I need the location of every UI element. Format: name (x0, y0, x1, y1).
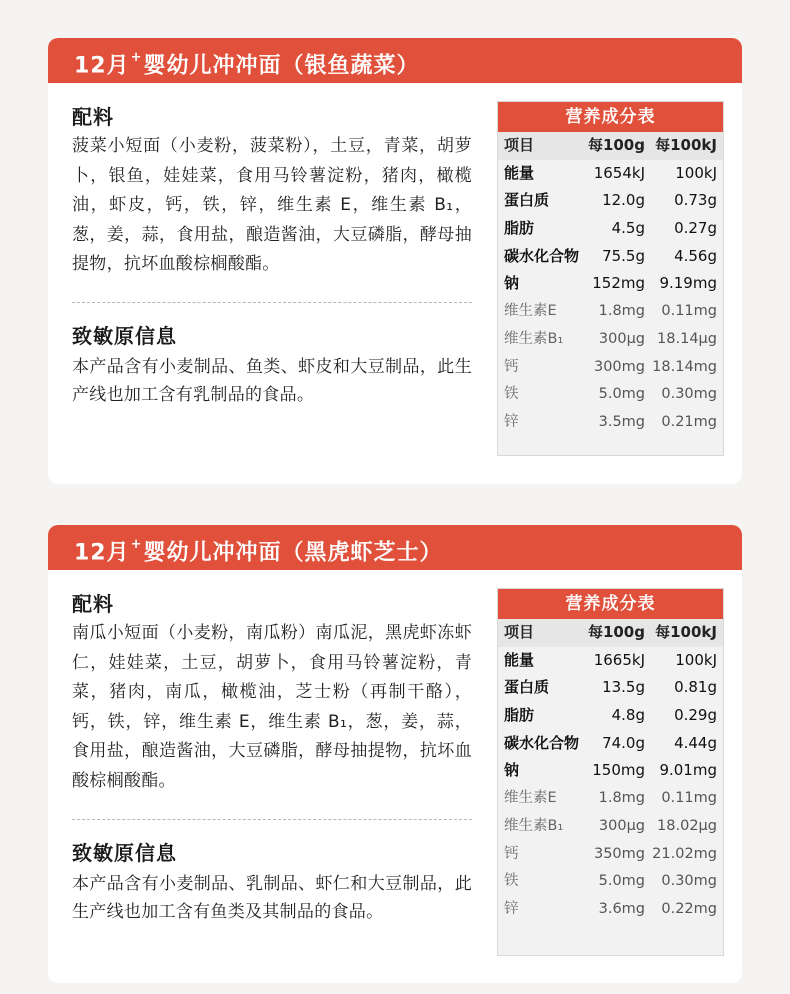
nutrition-header-row (498, 619, 723, 647)
value-per100g: 300μg (598, 817, 645, 834)
value-per100g: 4.8g (611, 706, 645, 725)
value-per100g: 75.5g (602, 246, 645, 265)
title-age: 12月 (74, 540, 130, 566)
value-per100g: 1665kJ (593, 650, 645, 669)
allergen-heading: 致敏原信息 (72, 324, 177, 348)
value-per100g: 12.0g (602, 191, 645, 210)
value-per100kj: 0.73g (674, 191, 717, 210)
value-per100kj: 21.02mg (652, 845, 717, 862)
nutrient-name: 蛋白质 (504, 678, 550, 697)
nutrition-row (498, 868, 723, 896)
value-per100kj: 18.14μg (657, 330, 717, 347)
nutrition-rows (498, 647, 723, 924)
header-per100kj: 每100kJ (655, 623, 717, 641)
value-per100kj: 0.11mg (661, 303, 717, 320)
value-per100g: 350mg (593, 845, 645, 862)
nutrient-name: 蛋白质 (504, 191, 550, 210)
nutrient-name: 铁 (504, 873, 519, 890)
nutrient-name: 维生素B₁ (504, 817, 564, 834)
nutrition-row (498, 702, 723, 730)
value-per100g: 74.0g (602, 733, 645, 752)
header-item: 项目 (504, 623, 535, 641)
nutrient-name: 维生素E (504, 790, 557, 807)
header-per100g: 每100g (587, 623, 645, 641)
nutrient-name: 钠 (504, 274, 520, 293)
ingredients-heading: 配料 (72, 592, 114, 616)
header-per100kj: 每100kJ (655, 136, 717, 154)
allergen-text: 本产品含有小麦制品、鱼类、虾皮和大豆制品，此生产线也加工含有乳制品的食品。 (72, 357, 472, 405)
nutrition-row (498, 896, 723, 924)
product-title (48, 38, 742, 83)
ingredients-panel (72, 104, 472, 409)
nutrient-name: 碳水化合物 (504, 733, 580, 752)
nutrition-row (498, 730, 723, 758)
value-per100g: 1.8mg (598, 790, 645, 807)
value-per100kj: 18.02μg (657, 817, 717, 834)
nutrition-table (497, 588, 724, 956)
ingredients-text: 南瓜小短面（小麦粉，南瓜粉）南瓜泥，黑虎虾冻虾仁，娃娃菜，土豆，胡萝卜，食用马铃薯淀粉，青菜，猪肉，南瓜，橄榄油，芝士粉（再制干酪），钙，铁，锌，维生素 E，维生素 B₁，葱，姜，蒜，食用盐，酿造酱油，大豆磷脂，酵母抽提物，抗坏血酸棕榈酸酯。 (72, 623, 472, 791)
nutrient-name: 锌 (504, 900, 519, 917)
nutrition-header-row (498, 132, 723, 160)
allergen-heading: 致敏原信息 (72, 841, 177, 865)
value-per100kj: 0.27g (674, 219, 717, 238)
value-per100kj: 0.11mg (661, 790, 717, 807)
nutrition-row (498, 354, 723, 382)
value-per100g: 3.6mg (598, 900, 645, 917)
ingredients-heading: 配料 (72, 105, 114, 129)
nutrition-row (498, 243, 723, 271)
product-title (48, 525, 742, 570)
value-per100kj: 100kJ (675, 650, 717, 669)
nutrient-name: 维生素E (504, 303, 557, 320)
nutrition-row (498, 757, 723, 785)
nutrition-row (498, 160, 723, 188)
nutrition-row (498, 647, 723, 675)
ingredients-text: 菠菜小短面（小麦粉，菠菜粉），土豆，青菜，胡萝卜，银鱼，娃娃菜，食用马铃薯淀粉，猪肉，橄榄油，虾皮，钙，铁，锌，维生素 E，维生素 B₁，葱，姜，蒜，食用盐，酿造酱油，大豆磷脂，酵母抽提物，抗坏血酸棕榈酸酯。 (72, 136, 472, 274)
nutrition-table-title: 营养成分表 (498, 102, 723, 132)
nutrition-table (497, 101, 724, 456)
value-per100kj: 9.19mg (659, 274, 717, 293)
value-per100kj: 18.14mg (652, 358, 717, 375)
value-per100kj: 0.21mg (661, 413, 717, 430)
nutrition-table-title: 营养成分表 (498, 589, 723, 619)
nutrient-name: 能量 (504, 163, 535, 182)
nutrient-name: 钙 (504, 845, 519, 862)
value-per100kj: 0.22mg (661, 900, 717, 917)
value-per100g: 150mg (592, 761, 645, 780)
value-per100kj: 4.44g (674, 733, 717, 752)
nutrition-row (498, 409, 723, 437)
nutrition-row (498, 674, 723, 702)
value-per100g: 5.0mg (598, 873, 645, 890)
title-plus: + (130, 537, 143, 552)
value-per100kj: 4.56g (674, 246, 717, 265)
value-per100g: 13.5g (602, 678, 645, 697)
nutrition-row (498, 187, 723, 215)
nutrition-row (498, 813, 723, 841)
nutrition-row (498, 215, 723, 243)
nutrient-name: 脂肪 (504, 706, 535, 725)
value-per100kj: 100kJ (675, 163, 717, 182)
header-per100g: 每100g (587, 136, 645, 154)
title-name: 婴幼儿冲冲面（银鱼蔬菜） (143, 53, 420, 79)
nutrient-name: 锌 (504, 413, 519, 430)
value-per100kj: 0.30mg (661, 873, 717, 890)
nutrient-name: 维生素B₁ (504, 330, 564, 347)
title-age: 12月 (74, 53, 130, 79)
product-card (48, 525, 742, 983)
value-per100kj: 0.81g (674, 678, 717, 697)
nutrition-row (498, 381, 723, 409)
nutrient-name: 钙 (504, 358, 519, 375)
value-per100g: 152mg (592, 274, 645, 293)
value-per100g: 1.8mg (598, 303, 645, 320)
value-per100kj: 0.29g (674, 706, 717, 725)
nutrition-row (498, 785, 723, 813)
nutrient-name: 铁 (504, 386, 519, 403)
title-plus: + (130, 50, 143, 65)
product-card (48, 38, 742, 484)
value-per100g: 1654kJ (593, 163, 645, 182)
dashed-divider (72, 302, 472, 303)
value-per100g: 300μg (598, 330, 645, 347)
value-per100g: 300mg (593, 358, 645, 375)
title-name: 婴幼儿冲冲面（黑虎虾芝士） (143, 540, 443, 566)
nutrition-row (498, 270, 723, 298)
nutrient-name: 钠 (504, 761, 520, 780)
nutrition-row (498, 298, 723, 326)
dashed-divider (72, 819, 472, 820)
value-per100g: 4.5g (611, 219, 645, 238)
value-per100g: 3.5mg (598, 413, 645, 430)
ingredients-panel (72, 591, 472, 926)
value-per100g: 5.0mg (598, 386, 645, 403)
value-per100kj: 9.01mg (659, 761, 717, 780)
nutrition-row (498, 326, 723, 354)
nutrient-name: 能量 (504, 650, 535, 669)
nutrient-name: 脂肪 (504, 219, 535, 238)
header-item: 项目 (504, 136, 535, 154)
nutrient-name: 碳水化合物 (504, 246, 580, 265)
value-per100kj: 0.30mg (661, 386, 717, 403)
nutrition-row (498, 841, 723, 869)
nutrition-rows (498, 160, 723, 437)
allergen-text: 本产品含有小麦制品、乳制品、虾仁和大豆制品，此生产线也加工含有鱼类及其制品的食品。 (72, 874, 472, 922)
